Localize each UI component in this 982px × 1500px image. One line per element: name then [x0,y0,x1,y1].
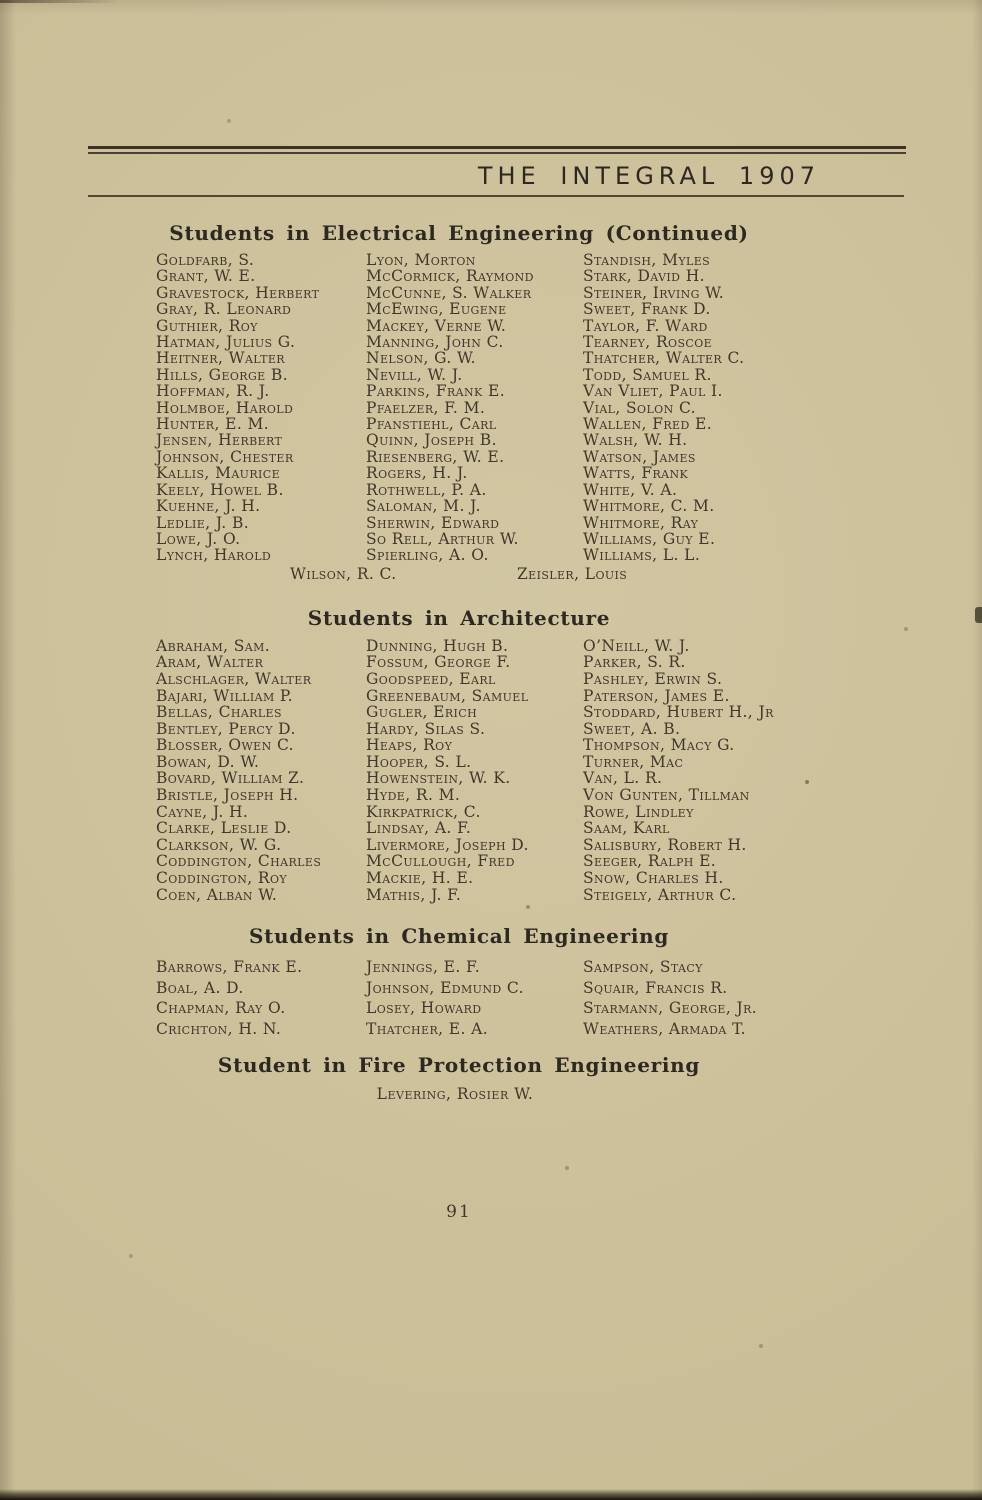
student-name: Gugler, Erich [366,703,478,722]
student-name: Boal, A. D. [156,978,244,997]
student-name: Bajari, William P. [156,686,293,705]
student-name: Bristle, Joseph H. [156,786,299,805]
student-name: Wilson, R. C. [290,564,397,583]
student-name: Ledlie, J. B. [156,513,250,532]
student-name: Mackie, H. E. [366,869,474,888]
student-name: Quinn, Joseph B. [366,431,497,450]
student-name: Stark, David H. [583,267,705,286]
student-name: So Rell, Arthur W. [366,529,519,548]
student-name: Paterson, James E. [583,686,730,705]
student-name: Pashley, Erwin S. [583,669,723,688]
student-name: Weathers, Armada T. [583,1019,746,1038]
section-heading-chemical: Students in Chemical Engineering [248,924,670,949]
student-name: Bellas, Charles [156,703,282,722]
electrical-column-1 [156,252,366,564]
student-name: Thatcher, E. A. [366,1019,489,1038]
student-name: Von Gunten, Tillman [583,786,750,805]
student-name: Clarkson, W. G. [156,835,282,854]
student-name: Abraham, Sam. [156,636,271,655]
student-name: Gray, R. Leonard [156,300,292,319]
architecture-name-columns [156,638,892,904]
student-name: Snow, Charles H. [583,869,724,888]
student-name: Lowe, J. O. [156,529,241,548]
electrical-spillover-row [0,565,982,583]
student-name: Blosser, Owen C. [156,736,294,755]
header-double-rule [88,146,906,154]
rule-thick [88,146,906,149]
student-name: Keely, Howel B. [156,480,284,499]
chemical-name-columns [156,957,892,1039]
student-name: Losey, Howard [366,999,482,1018]
student-name: Nevill, W. J. [366,365,463,384]
student-name: Whitmore, Ray [583,513,699,532]
student-name: Cayne, J. H. [156,802,249,821]
student-name: Williams, Guy E. [583,529,716,548]
student-name: Bentley, Percy D. [156,719,296,738]
student-name: Johnson, Edmund C. [366,978,524,997]
student-name: Zeisler, Louis [517,564,628,583]
student-name: White, V. A. [583,480,678,499]
student-name: McCormick, Raymond [366,267,534,286]
student-name: Gravestock, Herbert [156,283,320,302]
student-name: Salisbury, Robert H. [583,835,747,854]
student-name: Kuehne, J. H. [156,497,261,516]
rule-thin [88,152,906,154]
student-name: Lyon, Morton [366,251,476,269]
student-name: Coddington, Roy [156,869,288,888]
student-name: Bovard, William Z. [156,769,305,788]
student-name: Howenstein, W. K. [366,769,511,788]
section-heading-fire-protection: Student in Fire Protection Engineering [217,1053,701,1078]
architecture-column-3 [583,638,892,904]
student-name: Hardy, Silas S. [366,719,486,738]
student-name: Lynch, Harold [156,546,272,565]
section-heading-architecture: Students in Architecture [307,605,611,630]
student-name: Grant, W. E. [156,267,256,286]
chemical-column-1 [156,957,366,1039]
student-name: Parker, S. R. [583,653,686,672]
student-name: Steigely, Arthur C. [583,885,737,904]
section-architecture [0,605,982,904]
student-name: Levering, Rosier W. [376,1085,534,1104]
student-name: Alschlager, Walter [156,669,312,688]
header-single-rule [88,195,904,197]
page-number: 91 [446,1202,472,1223]
student-name: Dunning, Hugh B. [366,636,509,655]
student-name: Rogers, H. J. [366,464,468,483]
student-name: Guthier, Roy [156,316,258,335]
student-name: Parkins, Frank E. [366,382,506,401]
student-name: Fossum, George F. [366,653,511,672]
electrical-name-columns [156,252,892,564]
masthead-title: THE INTEGRAL 1907 [477,162,820,190]
student-name: Watson, James [583,447,696,466]
student-name: Starmann, George, Jr. [583,999,758,1018]
electrical-column-3 [583,252,892,564]
student-name: Holmboe, Harold [156,398,294,417]
student-name: Thompson, Macy G. [583,736,735,755]
student-name: Goodspeed, Earl [366,669,496,688]
student-name: Van Vliet, Paul I. [583,382,723,401]
student-name: Kirkpatrick, C. [366,802,481,821]
student-name: Sweet, Frank D. [583,300,711,319]
student-name: Turner, Mac [583,752,684,771]
student-name: Heitner, Walter [156,349,285,368]
student-name: Crichton, H. N. [156,1019,282,1038]
student-name: Lindsay, A. F. [366,819,472,838]
student-name: Todd, Samuel R. [583,365,712,384]
scan-artifact-right-edge [975,607,982,623]
student-name: Goldfarb, S. [156,251,255,269]
student-name: Sherwin, Edward [366,513,500,532]
student-name: McEwing, Eugene [366,300,507,319]
architecture-column-1 [156,638,366,904]
student-name: Saloman, M. J. [366,497,481,516]
student-name: Thatcher, Walter C. [583,349,745,368]
student-name: Clarke, Leslie D. [156,819,292,838]
student-name: Sampson, Stacy [583,958,703,977]
student-name: Barrows, Frank E. [156,958,303,977]
student-name: Johnson, Chester [156,447,294,466]
student-name: Hatman, Julius G. [156,333,296,352]
student-name: Hills, George B. [156,365,289,384]
student-name: Walsh, W. H. [583,431,688,450]
student-name: Hoffman, R. J. [156,382,270,401]
student-name: Squair, Francis R. [583,978,728,997]
student-name: Williams, L. L. [583,546,701,565]
page-header [0,0,982,197]
student-name: Tearney, Roscoe [583,333,713,352]
student-name: Spierling, A. O. [366,546,489,565]
student-name: Whitmore, C. M. [583,497,715,516]
student-name: Greenebaum, Samuel [366,686,529,705]
student-name: McCunne, S. Walker [366,283,532,302]
student-name: Coddington, Charles [156,852,322,871]
student-name: McCullough, Fred [366,852,515,871]
student-name: Vial, Solon C. [583,398,696,417]
section-electrical-engineering [0,220,982,583]
student-name: Watts, Frank [583,464,689,483]
student-name: Steiner, Irving W. [583,283,725,302]
student-name: Hyde, R. M. [366,786,461,805]
student-name: Heaps, Roy [366,736,453,755]
student-name: Nelson, G. W. [366,349,476,368]
student-name: Aram, Walter [156,653,264,672]
student-name: Wallen, Fred E. [583,415,713,434]
student-name: Hooper, S. L. [366,752,472,771]
student-name: Taylor, F. Ward [583,316,708,335]
scan-artifact-top-edge [0,0,120,3]
student-name: Bowan, D. W. [156,752,260,771]
student-name: Van, L. R. [583,769,663,788]
student-name: Jensen, Herbert [156,431,283,450]
section-fire-protection [0,1052,982,1103]
student-name: Mackey, Verne W. [366,316,507,335]
student-name: Livermore, Joseph D. [366,835,529,854]
student-name: Jennings, E. F. [366,958,481,977]
chemical-column-2 [366,957,583,1039]
student-name: O’Neill, W. J. [583,636,690,655]
student-name: Pfanstiehl, Carl [366,415,497,434]
student-name: Chapman, Ray O. [156,999,286,1018]
chemical-column-3 [583,957,892,1039]
student-name: Mathis, J. F. [366,885,462,904]
student-name: Manning, John C. [366,333,504,352]
section-heading-electrical: Students in Electrical Engineering (Continued) [169,221,749,245]
student-name: Seeger, Ralph E. [583,852,717,871]
student-name: Saam, Karl [583,819,670,838]
electrical-column-2 [366,252,583,564]
student-name: Rowe, Lindley [583,802,694,821]
student-name: Stoddard, Hubert H., Jr [583,703,774,722]
student-name: Sweet, A. B. [583,719,681,738]
architecture-column-2 [366,638,583,904]
student-name: Standish, Myles [583,251,711,269]
student-name: Riesenberg, W. E. [366,447,505,466]
section-chemical-engineering [0,923,982,1039]
scan-artifact-bottom-edge [0,1489,982,1500]
student-name: Pfaelzer, F. M. [366,398,486,417]
student-name: Rothwell, P. A. [366,480,487,499]
student-name: Hunter, E. M. [156,415,270,434]
student-name: Coen, Alban W. [156,885,278,904]
student-name: Kallis, Maurice [156,464,281,483]
